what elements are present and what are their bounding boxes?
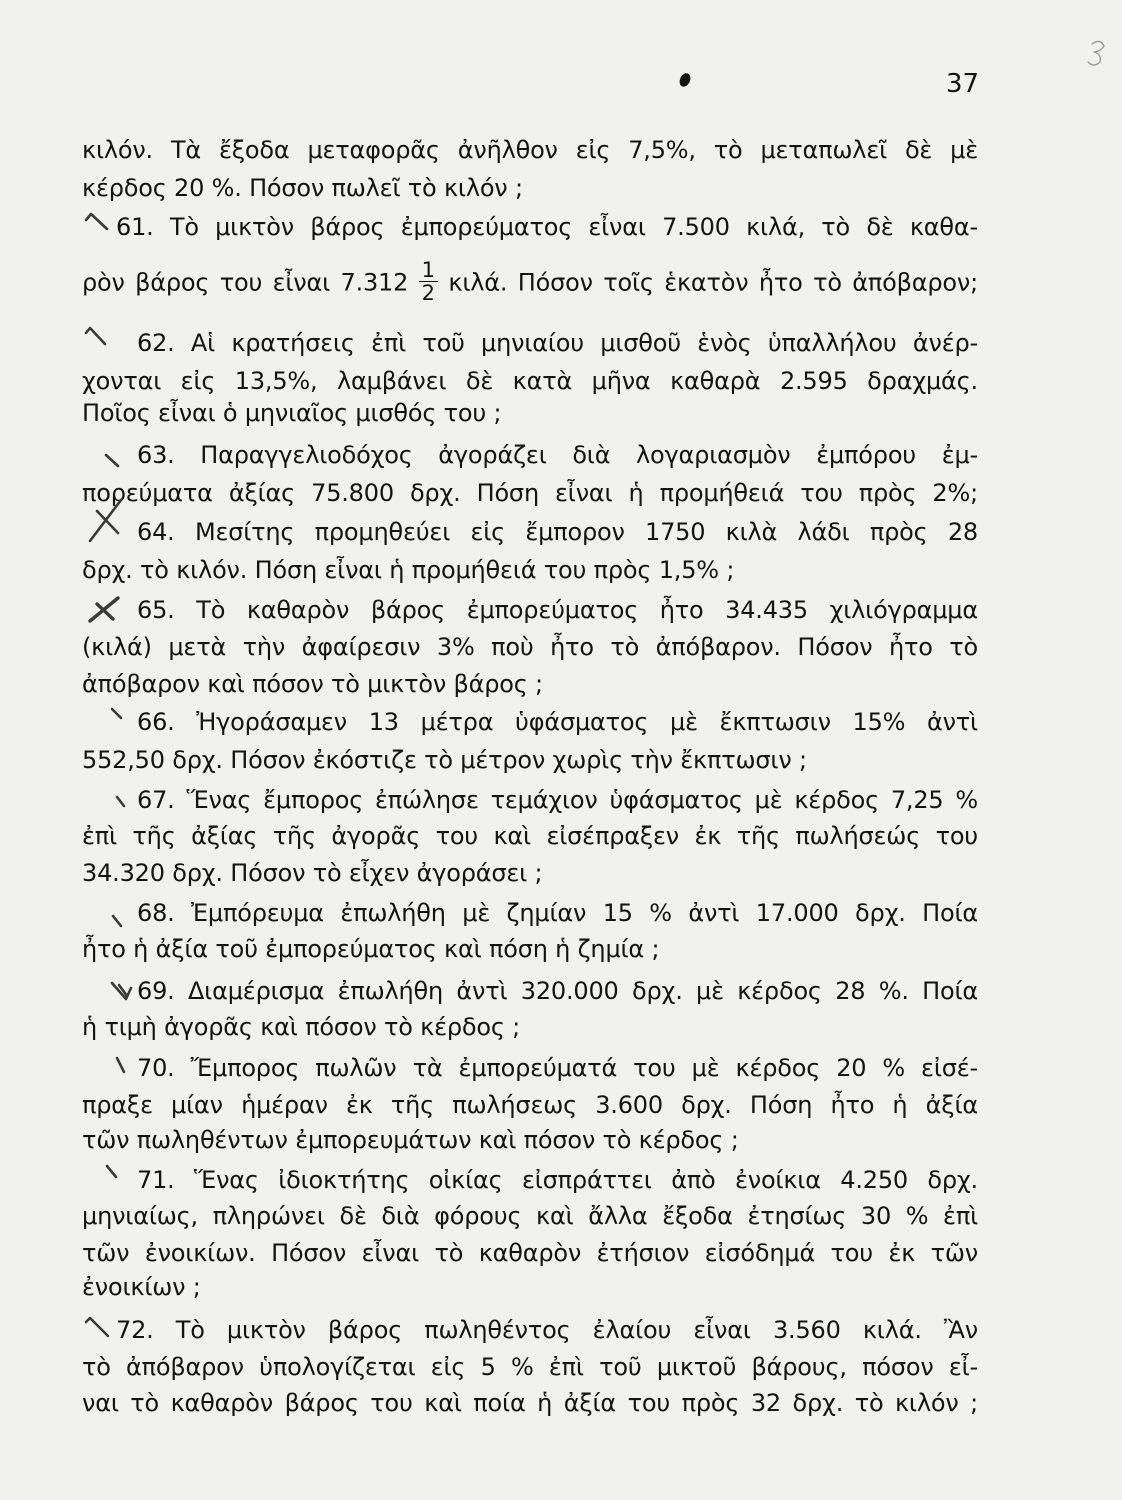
problem-71-line-2: μηνιαίως, πληρώνει δὲ διὰ φόρους καὶ ἄλλα ἔξοδα ἐτησίως 30 % ἐπὶ [82, 1202, 978, 1230]
problem-text: Ἐμπόρευμα ἐπωλήθη μὲ ζημίαν 15 % ἀντὶ 17.000 δρχ. Ποία [191, 899, 978, 927]
problem-67-line-3: 34.320 δρχ. Πόσον τὸ εἶχεν ἀγοράσει ; [82, 859, 543, 887]
problem-number: 63. [137, 441, 175, 469]
problem-text: Μεσίτης προμηθεύει εἰς ἔμπορον 1750 κιλὰ λάδι πρὸς 28 [194, 518, 978, 546]
faint-pencil-scribble [1088, 41, 1104, 65]
fraction [419, 259, 438, 304]
problem-number: 65. [137, 596, 175, 624]
problem-66-line-2: 552,50 δρχ. Πόσον ἐκόστιζε τὸ μέτρον χωρὶς τὴν ἔκπτωσιν ; [82, 746, 807, 774]
check-mark-66 [112, 709, 121, 718]
problem-72-line-1 [116, 1312, 978, 1348]
problem-64-line-1 [137, 514, 978, 550]
check-mark-63 [106, 455, 118, 466]
problem-70-line-1 [137, 1050, 978, 1086]
check-mark-61 [86, 214, 107, 229]
problem-71-line-1 [137, 1162, 978, 1198]
problem-61-line-1 [116, 209, 978, 245]
problem-text: ρὸν βάρος του εἶναι 7.312 [82, 268, 409, 297]
problem-72-line-2: τὸ ἀπόβαρον ὑπολογίζεται εἰς 5 % ἐπὶ τοῦ μικτοῦ βάρους, πόσον εἶ- [82, 1353, 978, 1381]
problem-number: 64. [137, 518, 175, 546]
problem-64-line-2: δρχ. τὸ κιλόν. Πόση εἶναι ἡ προμήθειά του πρὸς 1,5% ; [82, 556, 735, 584]
problem-69-line-2: ἡ τιμὴ ἀγορᾶς καὶ πόσον τὸ κέρδος ; [82, 1013, 521, 1041]
check-mark-70 [117, 1058, 124, 1072]
problem-72-line-3: ναι τὸ καθαρὸν βάρος του καὶ ποία ἡ ἀξία του πρὸς 32 δρχ. τὸ κιλόν ; [82, 1389, 978, 1417]
problem-number: 69. [137, 977, 175, 1005]
problem-number: 71. [137, 1166, 175, 1194]
intro-line-2: κέρδος 20 %. Πόσον πωλεῖ τὸ κιλόν ; [82, 174, 523, 202]
check-mark-62 [86, 328, 105, 344]
problem-69-line-1 [137, 973, 978, 1009]
problem-65-line-3: ἀπόβαρον καὶ πόσον τὸ μικτὸν βάρος ; [82, 670, 543, 698]
problem-62-line-1 [137, 325, 978, 361]
problem-text: Ἠγοράσαμεν 13 μέτρα ὑφάσματος μὲ ἔκπτωσιν 15% ἀντὶ [196, 708, 978, 736]
problem-71-line-4: ἐνοικίων ; [82, 1273, 201, 1301]
problem-number: 72. [116, 1316, 154, 1344]
problem-text: Τὸ καθαρὸν βάρος ἐμπορεύματος ἦτο 34.435 χιλιόγραμμα [196, 596, 979, 624]
problem-66-line-1 [137, 704, 978, 740]
problem-number: 66. [137, 708, 175, 736]
problem-text: Ἕνας ἔμπορος ἐπώλησε τεμάχιον ὑφάσματος μὲ κέρδος 7,25 % [186, 786, 978, 814]
fraction-denominator: 2 [421, 281, 435, 305]
cross-mark-65 [90, 598, 118, 621]
check-mark-67 [117, 797, 124, 806]
problem-text: κιλά. Πόσον τοῖς ἑκατὸν ἦτο τὸ ἀπόβαρον; [448, 268, 978, 297]
fraction-numerator: 1 [419, 259, 438, 282]
problem-71-line-3: τῶν ἐνοικίων. Πόσον εἶναι τὸ καθαρὸν ἐτήσιον εἰσόδημά του ἐκ τῶν [82, 1239, 978, 1267]
problem-62-line-2: χονται εἰς 13,5%, λαμβάνει δὲ κατὰ μῆνα καθαρὰ 2.595 δραχμάς. [82, 367, 978, 395]
problem-63-line-2: πορεύματα ἀξίας 75.800 δρχ. Πόση εἶναι ἡ προμήθειά του πρὸς 2%; [82, 479, 978, 507]
problem-70-line-3: τῶν πωληθέντων ἐμπορευμάτων καὶ πόσον τὸ κέρδος ; [82, 1126, 739, 1154]
problem-70-line-2: πραξε μίαν ἡμέραν ἐκ τῆς πωλήσεως 3.600 δρχ. Πόση ἦτο ἡ ἀξία [82, 1091, 978, 1119]
problem-text: Ἔμπορος πωλῶν τὰ ἐμπορεύματά του μὲ κέρδος 20 % εἰσέ- [190, 1054, 978, 1082]
problem-61-line-2 [82, 258, 978, 305]
problem-62-line-3: Ποῖος εἶναι ὁ μηνιαῖος μισθός του ; [82, 399, 502, 427]
problem-number: 67. [137, 786, 175, 814]
intro-line-1: κιλόν. Τὰ ἔξοδα μεταφορᾶς ἀνῆλθον εἰς 7,5%, τὸ μεταπωλεῖ δὲ μὲ [82, 136, 978, 164]
problem-65-line-2: (κιλά) μετὰ τὴν ἀφαίρεσιν 3% ποὺ ἦτο τὸ ἀπόβαρον. Πόσον ἦτο τὸ [82, 633, 978, 661]
problem-63-line-1 [137, 437, 978, 473]
problem-text: Αἱ κρατήσεις ἐπὶ τοῦ μηνιαίου μισθοῦ ἑνὸς ὑπαλλήλου ἀνέρ- [190, 329, 978, 357]
problem-text: Τὸ μικτὸν βάρος πωληθέντος ἐλαίου εἶναι 3.560 κιλά. Ἂν [175, 1316, 978, 1344]
problem-67-line-1 [137, 782, 978, 818]
problem-number: 61. [116, 213, 154, 241]
problem-number: 62. [137, 329, 175, 357]
problem-number: 68. [137, 899, 175, 927]
check-mark-69 [112, 983, 131, 999]
check-mark-72 [86, 1318, 108, 1336]
problem-text: Ἕνας ἰδιοκτήτης οἰκίας εἰσπράττει ἀπὸ ἐνοίκια 4.250 δρχ. [194, 1166, 978, 1194]
problem-65-line-1 [137, 592, 978, 628]
check-mark-71 [107, 1166, 116, 1177]
problem-text: Παραγγελιοδόχος ἀγοράζει διὰ λογαριασμὸν ἐμπόρου ἐμ- [200, 441, 979, 469]
page-number: 37 [946, 69, 980, 99]
check-mark-68 [113, 916, 121, 926]
problem-68-line-2: ἦτο ἡ ἀξία τοῦ ἐμπορεύματος καὶ πόση ἡ ζημία ; [82, 935, 660, 963]
problem-number: 70. [137, 1054, 175, 1082]
problem-text: Τὸ μικτὸν βάρος ἐμπορεύματος εἶναι 7.500 κιλά, τὸ δὲ καθα- [169, 213, 978, 241]
problem-text: Διαμέρισμα ἐπωλήθη ἀντὶ 320.000 δρχ. μὲ κέρδος 28 %. Ποία [187, 977, 978, 1005]
problem-67-line-2: ἐπὶ τῆς ἀξίας τῆς ἀγορᾶς του καὶ εἰσέπραξεν ἐκ τῆς πωλήσεώς του [82, 822, 978, 850]
ink-blot [678, 72, 693, 89]
problem-68-line-1 [137, 895, 978, 931]
